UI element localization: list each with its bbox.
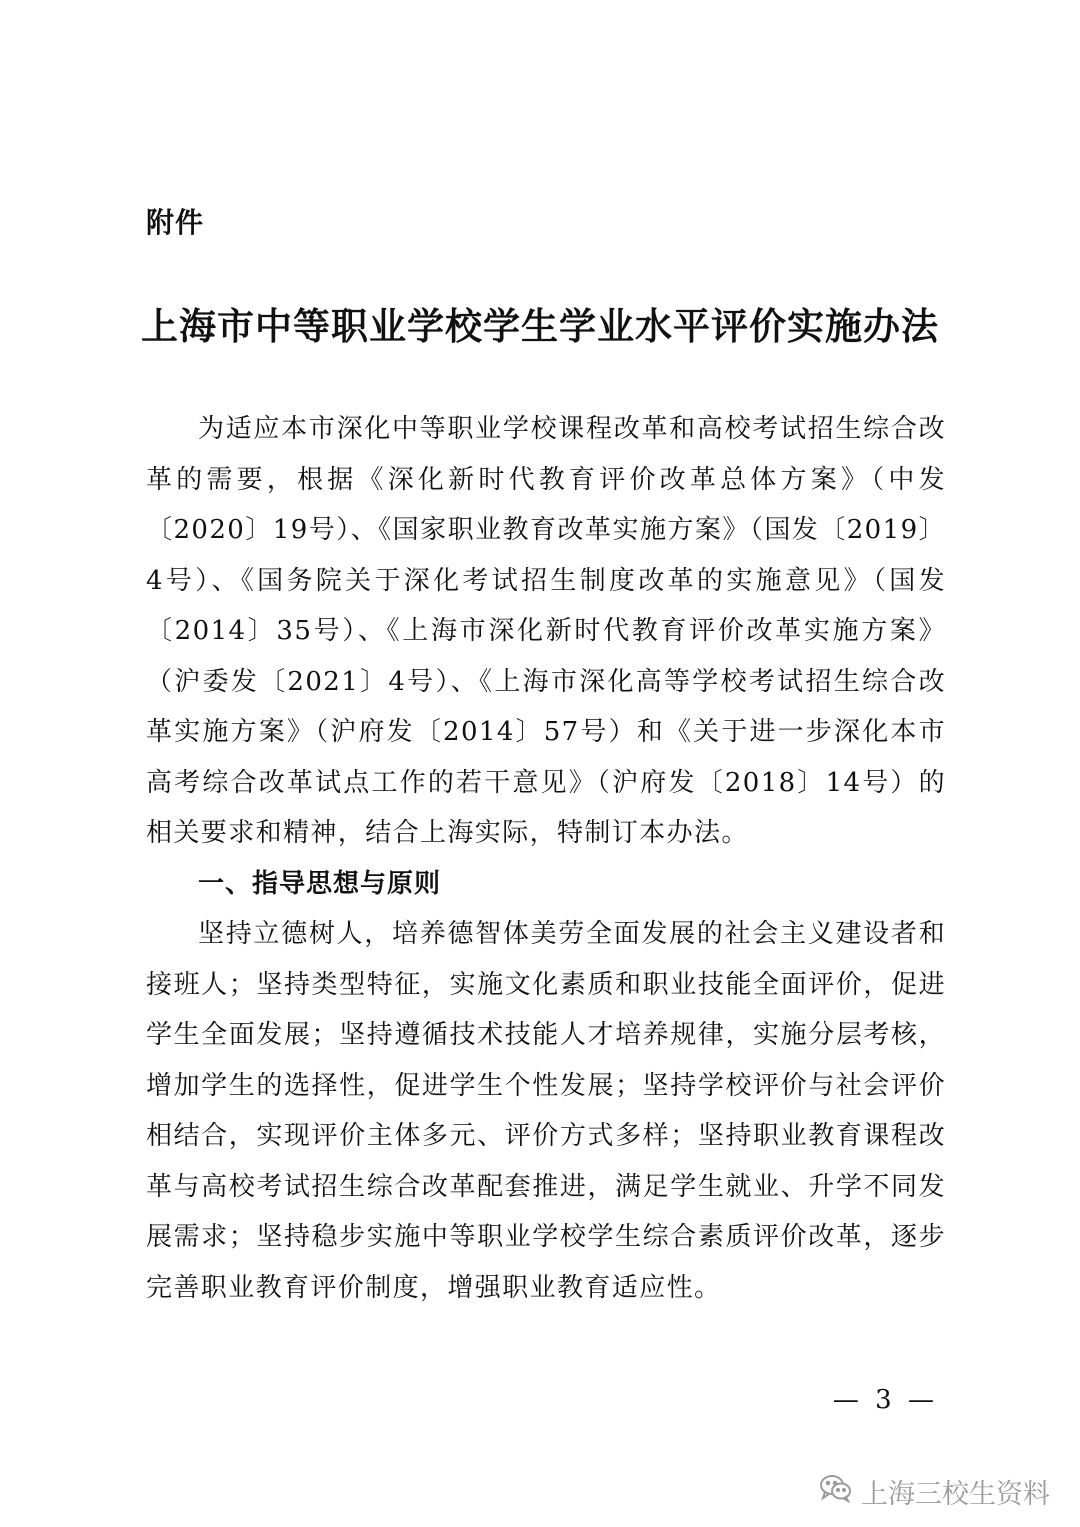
intro-paragraph: 为适应本市深化中等职业学校课程改革和高校考试招生综合改革的需要，根据《深化新时代教育评价改革总体方案》（中发〔2020〕19号）、《国家职业教育改革实施方案》（国发〔2019〕4号）、《国务院关于深化考试招生制度改革的实施意见》（国发〔2014〕35号）、《上海市深化新时代教育评价改革实施方案》（沪委发〔2021〕4号）、《上海市深化高等学校考试招生综合改革实施方案》（沪府发〔2014〕57号）和《关于进一步深化本市高考综合改革试点工作的若干意见》（沪府发〔2018〕14号）的相关要求和精神，结合上海实际，特制订本办法。: [146, 414, 946, 848]
section-1-paragraph: 坚持立德树人，培养德智体美劳全面发展的社会主义建设者和接班人；坚持类型特征，实施文化素质和职业技能全面评价，促进学生全面发展；坚持遵循技术技能人才培养规律，实施分层考核，增加学生的选择性，促进学生个性发展；坚持学校评价与社会评价相结合，实现评价主体多元、评价方式多样；坚持职业教育课程改革与高校考试招生综合改革配套推进，满足学生就业、升学不同发展需求；坚持稳步实施中等职业学校学生综合素质评价改革，逐步完善职业教育评价制度，增强职业教育适应性。: [146, 919, 946, 1303]
section-heading-1: 一、指导思想与原则: [198, 868, 442, 899]
watermark-text: 上海三校生资料: [861, 1479, 1050, 1510]
page-number: — 3 —: [832, 1385, 938, 1415]
document-title: 上海市中等职业学校学生学业水平评价实施办法: [141, 304, 939, 348]
watermark: [819, 1472, 1050, 1511]
attachment-label: 附件: [146, 206, 205, 239]
wechat-icon: [819, 1473, 853, 1510]
document-body: [146, 404, 946, 1313]
